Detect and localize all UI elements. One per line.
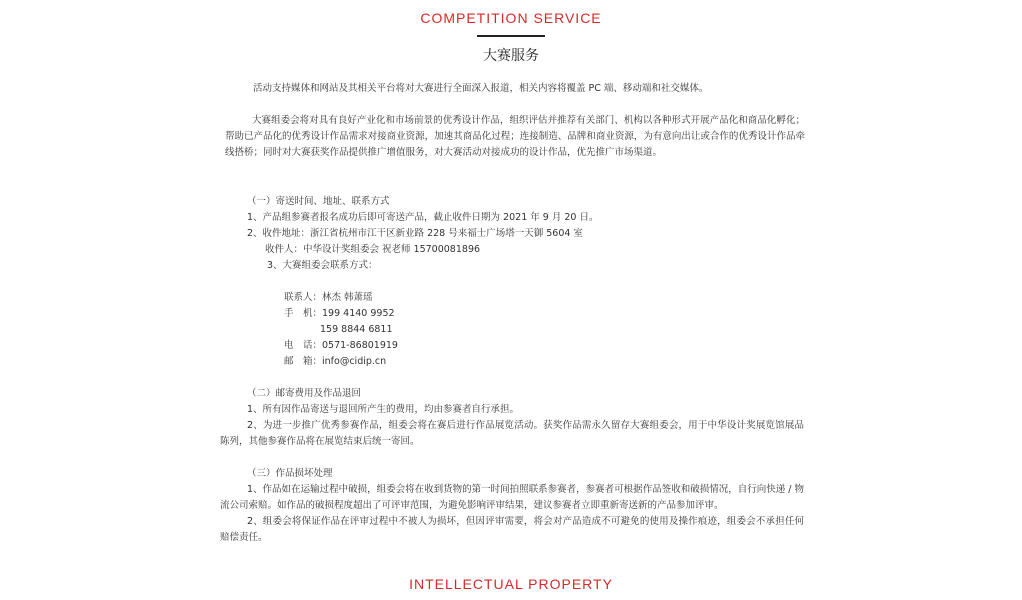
contact-mobile [284,306,395,322]
damage-item-1: 1、作品如在运输过程中破损，组委会将在收到货物的第一时间拍照联系参赛者，参赛者可根据作品签收和破损情况，自行向快递 / 物流公司索赔。如作品的破损程度超出了可评审范围，为避免影响评审结果，建议参赛者立即重新寄送新的产品参加评审。 [220,484,804,511]
contact-person [284,290,373,306]
intro-paragraph-incubation: 大赛组委会将对具有良好产业化和市场前景的优秀设计作品，组织评估并推荐有关部门、机构以各种形式开展产品化和商品化孵化；帮助已产品化的优秀设计作品需求对接商业资源，加速其商品化过程；连接制造、品牌和商业资源，为有意向出让或合作的优秀设计作品牵线搭桥；同时对大赛获奖作品提供推广增值服务，对大赛活动对接成功的设计作品，优先推广市场渠道。 [225,115,805,158]
contact-person-label: 联系人： [284,292,323,303]
shipping-recipient: 收件人：中华设计奖组委会 祝老师 15700081896 [265,244,481,255]
email-label: 邮 箱： [284,356,323,367]
mobile-value-2: 159 8844 6811 [320,324,393,335]
phone-label: 电 话： [284,340,323,351]
section-title-cn: 大赛服务 [483,48,539,64]
section-heading-fees: （二）邮寄费用及作品退回 [247,388,362,399]
contact-email [284,354,386,370]
contact-person-value: 林杰 韩萧瑶 [322,292,373,303]
section-title-en: COMPETITION SERVICE [420,10,602,26]
section-heading-damage: （三）作品损坏处理 [247,468,333,479]
shipping-deadline: 1、产品组参赛者报名成功后即可寄送产品，截止收件日期为 2021 年 9 月 20 日。 [247,212,599,223]
fees-item-2: 2、为进一步推广优秀参赛作品，组委会将在赛后进行作品展览活动。获奖作品需永久留存大赛组委会，用于中华设计奖展览馆展品陈列，其他参赛作品将在展览结束后统一寄回。 [220,420,804,447]
damage-item-2: 2、组委会将保证作品在评审过程中不被人为损坏，但因评审需要，将会对产品造成不可避免的使用及操作痕迹，组委会不承担任何赔偿责任。 [220,516,804,543]
mobile-value-1: 199 4140 9952 [322,308,395,319]
mobile-label: 手 机： [284,308,323,319]
contact-heading: 3、大赛组委会联系方式： [267,260,378,271]
section-heading-shipping: （一）寄送时间、地址、联系方式 [247,196,390,207]
email-value: info@cidip.cn [322,356,387,367]
next-section-title-en: INTELLECTUAL PROPERTY [409,576,613,592]
contact-phone [284,338,398,354]
title-divider [477,35,545,37]
fees-item-1: 1、所有因作品寄送与退回所产生的费用，均由参赛者自行承担。 [247,404,520,415]
phone-value: 0571-86801919 [322,340,398,351]
intro-paragraph-media: 活动支持媒体和网站及其相关平台将对大赛进行全面深入报道，相关内容将覆盖 PC 端、移动端和社交媒体。 [253,83,709,94]
shipping-address: 2、收件地址：浙江省杭州市江干区新业路 228 号来福士广场塔一天御 5604 室 [247,228,583,239]
